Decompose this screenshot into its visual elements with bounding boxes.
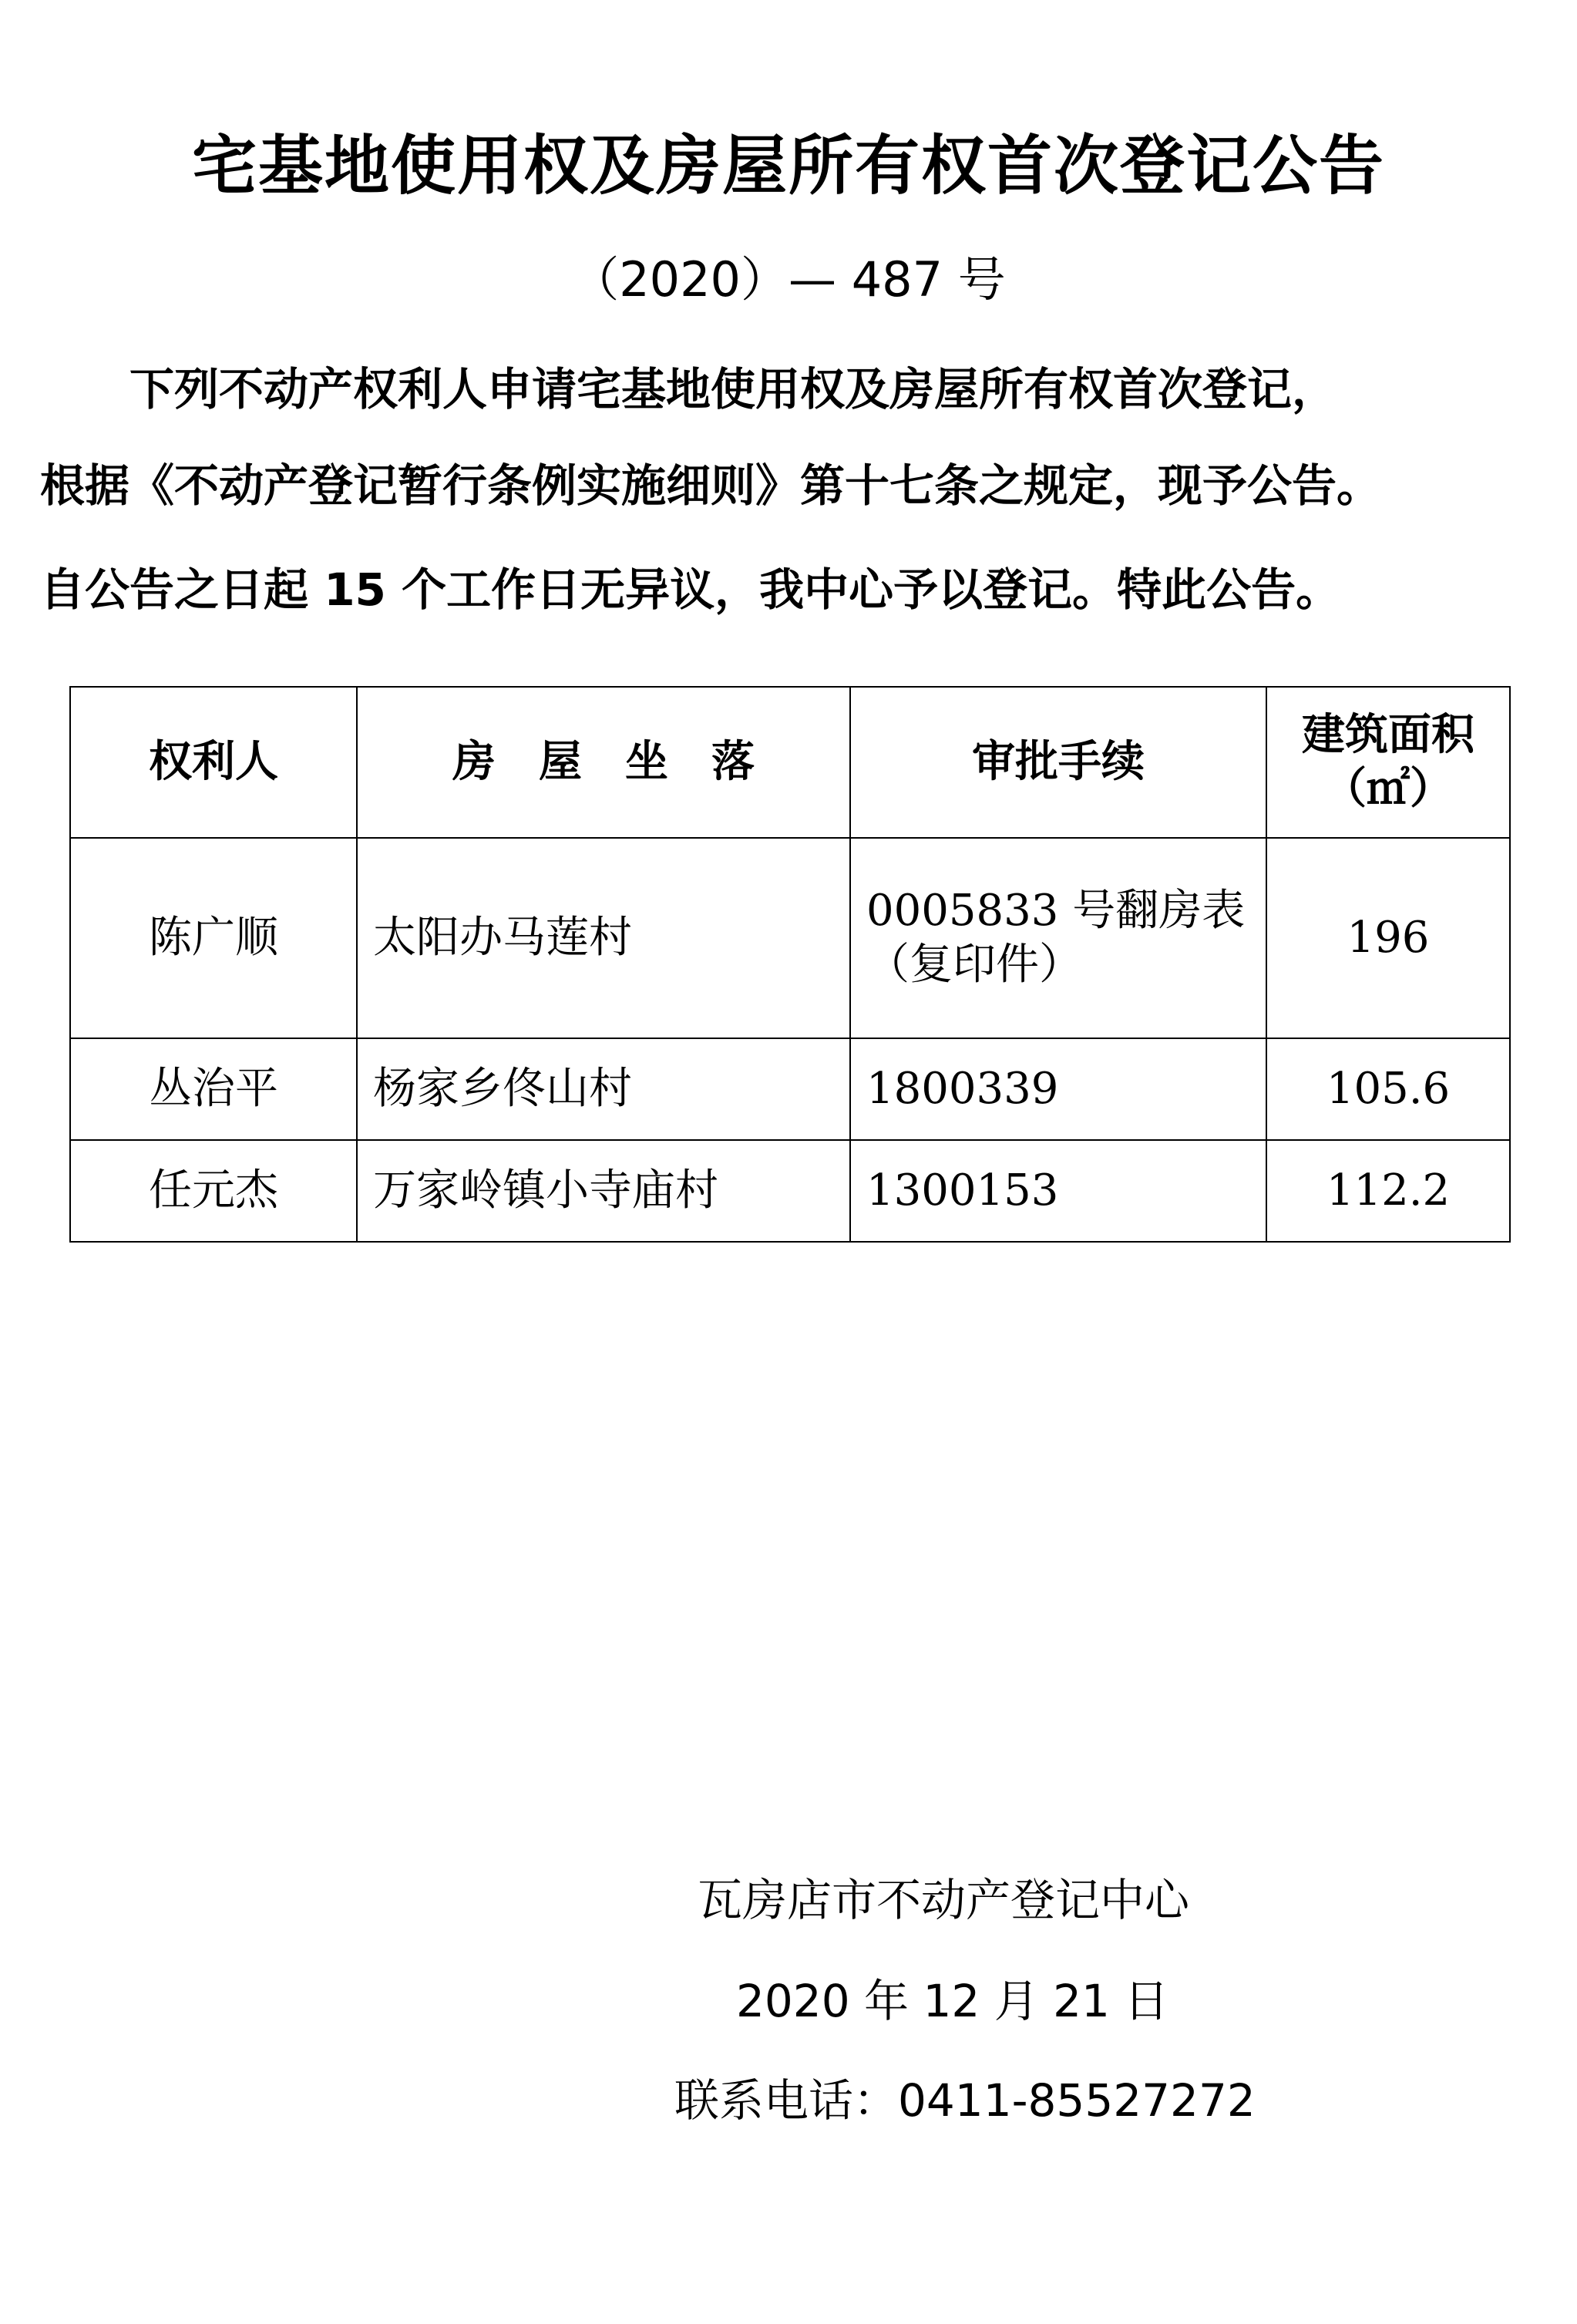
header-approval: 审批手续 [850,687,1266,838]
cell-owner: 陈广顺 [70,838,357,1038]
cell-location: 万家岭镇小寺庙村 [357,1140,850,1242]
table-row [70,1140,1510,1242]
notice-paragraph-line-3: 自公告之日起 15 个工作日无异议，我中心予以登记。特此公告。 [40,563,1341,616]
cell-location: 杨家乡佟山村 [357,1038,850,1140]
cell-area: 105.6 [1266,1038,1510,1140]
registration-table [69,686,1511,1243]
table-header-row [70,687,1510,838]
notice-paragraph-line-1: 下列不动产权利人申请宅基地使用权及房屋所有权首次登记， [40,363,1337,415]
header-area [1266,687,1510,838]
cell-approval: 0005833 号翻房表（复印件） [850,838,1266,1038]
notice-paragraph-line-2: 根据《不动产登记暂行条例实施细则》第十七条之规定，现予公告。 [40,459,1382,512]
cell-approval: 1300153 [850,1140,1266,1242]
header-area-label: 建筑面积 [1302,710,1474,760]
header-area-unit: （㎡） [1323,764,1453,814]
issue-date: 2020 年 12 月 21 日 [736,1975,1169,2027]
cell-owner: 丛治平 [70,1038,357,1140]
header-location: 房 屋 坐 落 [357,687,850,838]
notice-title: 宅基地使用权及房屋所有权首次登记公告 [191,128,1385,203]
cell-owner: 任元杰 [70,1140,357,1242]
notice-number: （2020）— 487 号 [571,251,1006,308]
cell-location: 太阳办马莲村 [357,838,850,1038]
table-row [70,1038,1510,1140]
cell-area: 112.2 [1266,1140,1510,1242]
cell-approval: 1800339 [850,1038,1266,1140]
contact-phone: 联系电话：0411-85527272 [674,2074,1256,2127]
table-row [70,838,1510,1038]
issuing-organization: 瓦房店市不动产登记中心 [698,1874,1190,1926]
header-owner: 权利人 [70,687,357,838]
cell-area: 196 [1266,838,1510,1038]
